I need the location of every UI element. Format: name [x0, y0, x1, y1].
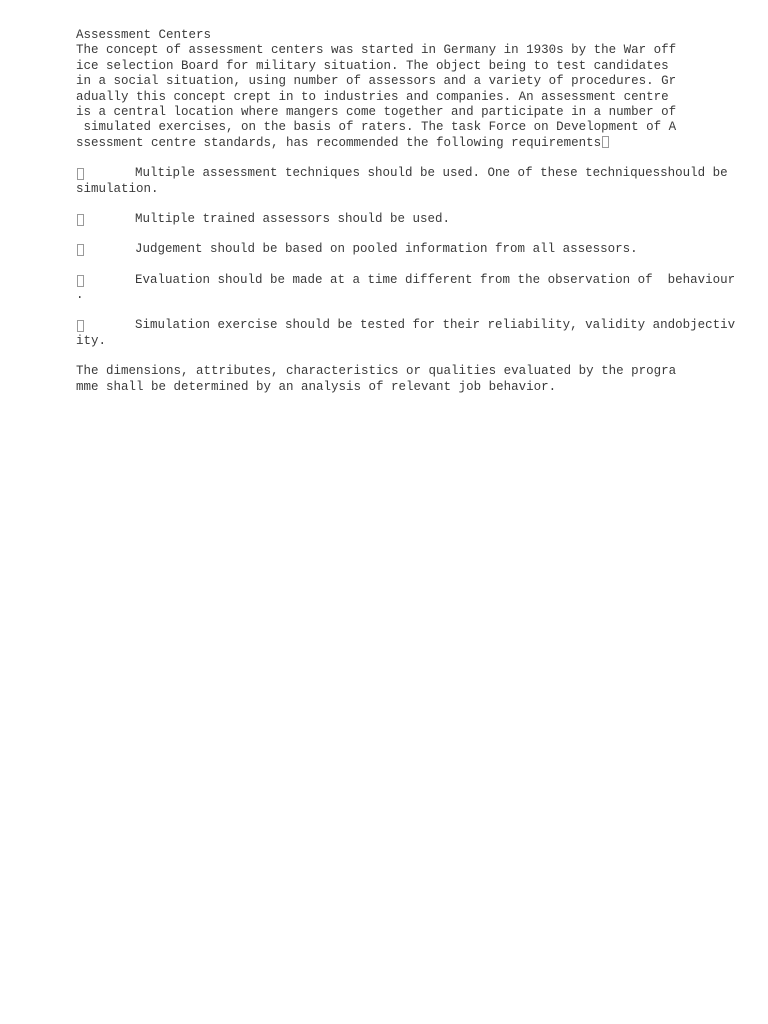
closing-line: The dimensions, attributes, characteristics or qualities evaluated by the progra — [76, 364, 677, 379]
intro-line: simulated exercises, on the basis of raters. The task Force on Development of A — [76, 120, 677, 135]
missing-glyph-box-icon — [77, 168, 84, 180]
document-body — [76, 28, 756, 395]
intro-line-last — [76, 136, 756, 151]
bullet-continuation: ity. — [76, 333, 107, 348]
bullet-item — [76, 318, 756, 349]
bullet-text: Judgement should be based on pooled information from all assessors. — [135, 242, 638, 257]
document-title: Assessment Centers — [76, 28, 212, 42]
bullet-continuation: . — [76, 288, 84, 303]
intro-line: ice selection Board for military situation. The object being to test candidates — [76, 58, 669, 73]
bullet-item — [76, 212, 756, 227]
closing-line: mme shall be determined by an analysis of relevant job behavior. — [76, 379, 557, 394]
missing-glyph-box-icon — [77, 214, 84, 226]
intro-line: is a central location where mangers come together and participate in a number of — [76, 104, 677, 119]
bullet-text: Multiple assessment techniques should be used. One of these techniquesshould be — [135, 166, 728, 181]
bullet-item — [76, 242, 756, 257]
bullet-text: Multiple trained assessors should be used. — [135, 211, 451, 226]
bullet-text: Evaluation should be made at a time different from the observation of behaviour — [135, 272, 736, 287]
closing-paragraph — [76, 364, 756, 395]
intro-line: adually this concept crept in to industries and companies. An assessment centre — [76, 89, 669, 104]
bullet-item — [76, 273, 756, 304]
missing-glyph-box-icon — [602, 136, 609, 148]
missing-glyph-box-icon — [77, 244, 84, 256]
intro-paragraph — [76, 43, 756, 151]
intro-line: The concept of assessment centers was started in Germany in 1930s by the War off — [76, 43, 677, 58]
missing-glyph-box-icon — [77, 320, 84, 332]
missing-glyph-box-icon — [77, 275, 84, 287]
intro-line-text: ssessment centre standards, has recommended the following requirements — [76, 135, 602, 150]
bullet-continuation: simulation. — [76, 181, 159, 196]
bullet-item — [76, 166, 756, 197]
bullet-text: Simulation exercise should be tested for their reliability, validity andobjectiv — [135, 318, 736, 333]
intro-line: in a social situation, using number of assessors and a variety of procedures. Gr — [76, 74, 677, 89]
